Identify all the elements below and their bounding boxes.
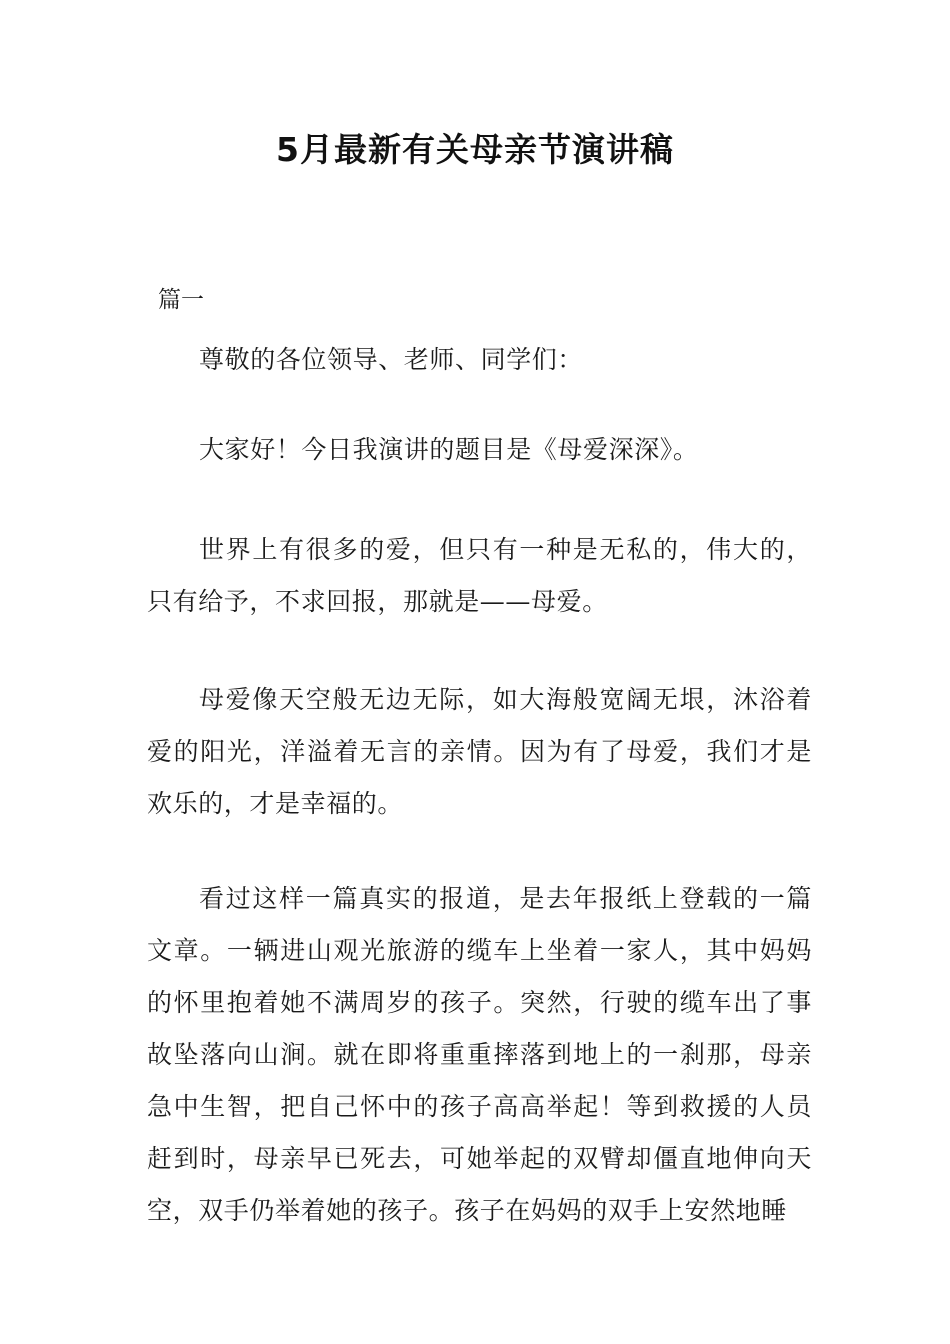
- section-label: 篇一: [158, 287, 204, 313]
- paragraph-mother-love: 母爱像天空般无边无际，如大海般宽阔无垠，沐浴着爱的阳光，洋溢着无言的亲情。因为有了母爱，我们才是欢乐的，才是幸福的。: [147, 685, 812, 818]
- document-title: 5月最新有关母亲节演讲稿: [276, 130, 674, 169]
- paragraph-love: 世界上有很多的爱，但只有一种是无私的，伟大的，只有给予，不求回报，那就是——母爱。: [147, 535, 812, 616]
- paragraph-greeting: 尊敬的各位领导、老师、同学们：: [199, 345, 584, 374]
- paragraph-story: 看过这样一篇真实的报道，是去年报纸上登载的一篇文章。一辆进山观光旅游的缆车上坐着一家人，其中妈妈的怀里抱着她不满周岁的孩子。突然，行驶的缆车出了事故坠落向山涧。就在即将重重摔落到地上的一刹那，母亲急中生智，把自己怀中的孩子高高举起！等到救援的人员赶到时，母亲早已死去，可她举起的双臂却僵直地伸向天空，双手仍举着她的孩子。孩子在妈妈的双手上安然地睡: [147, 884, 812, 1225]
- paragraph-intro: 大家好！今日我演讲的题目是《母爱深深》。: [199, 435, 699, 464]
